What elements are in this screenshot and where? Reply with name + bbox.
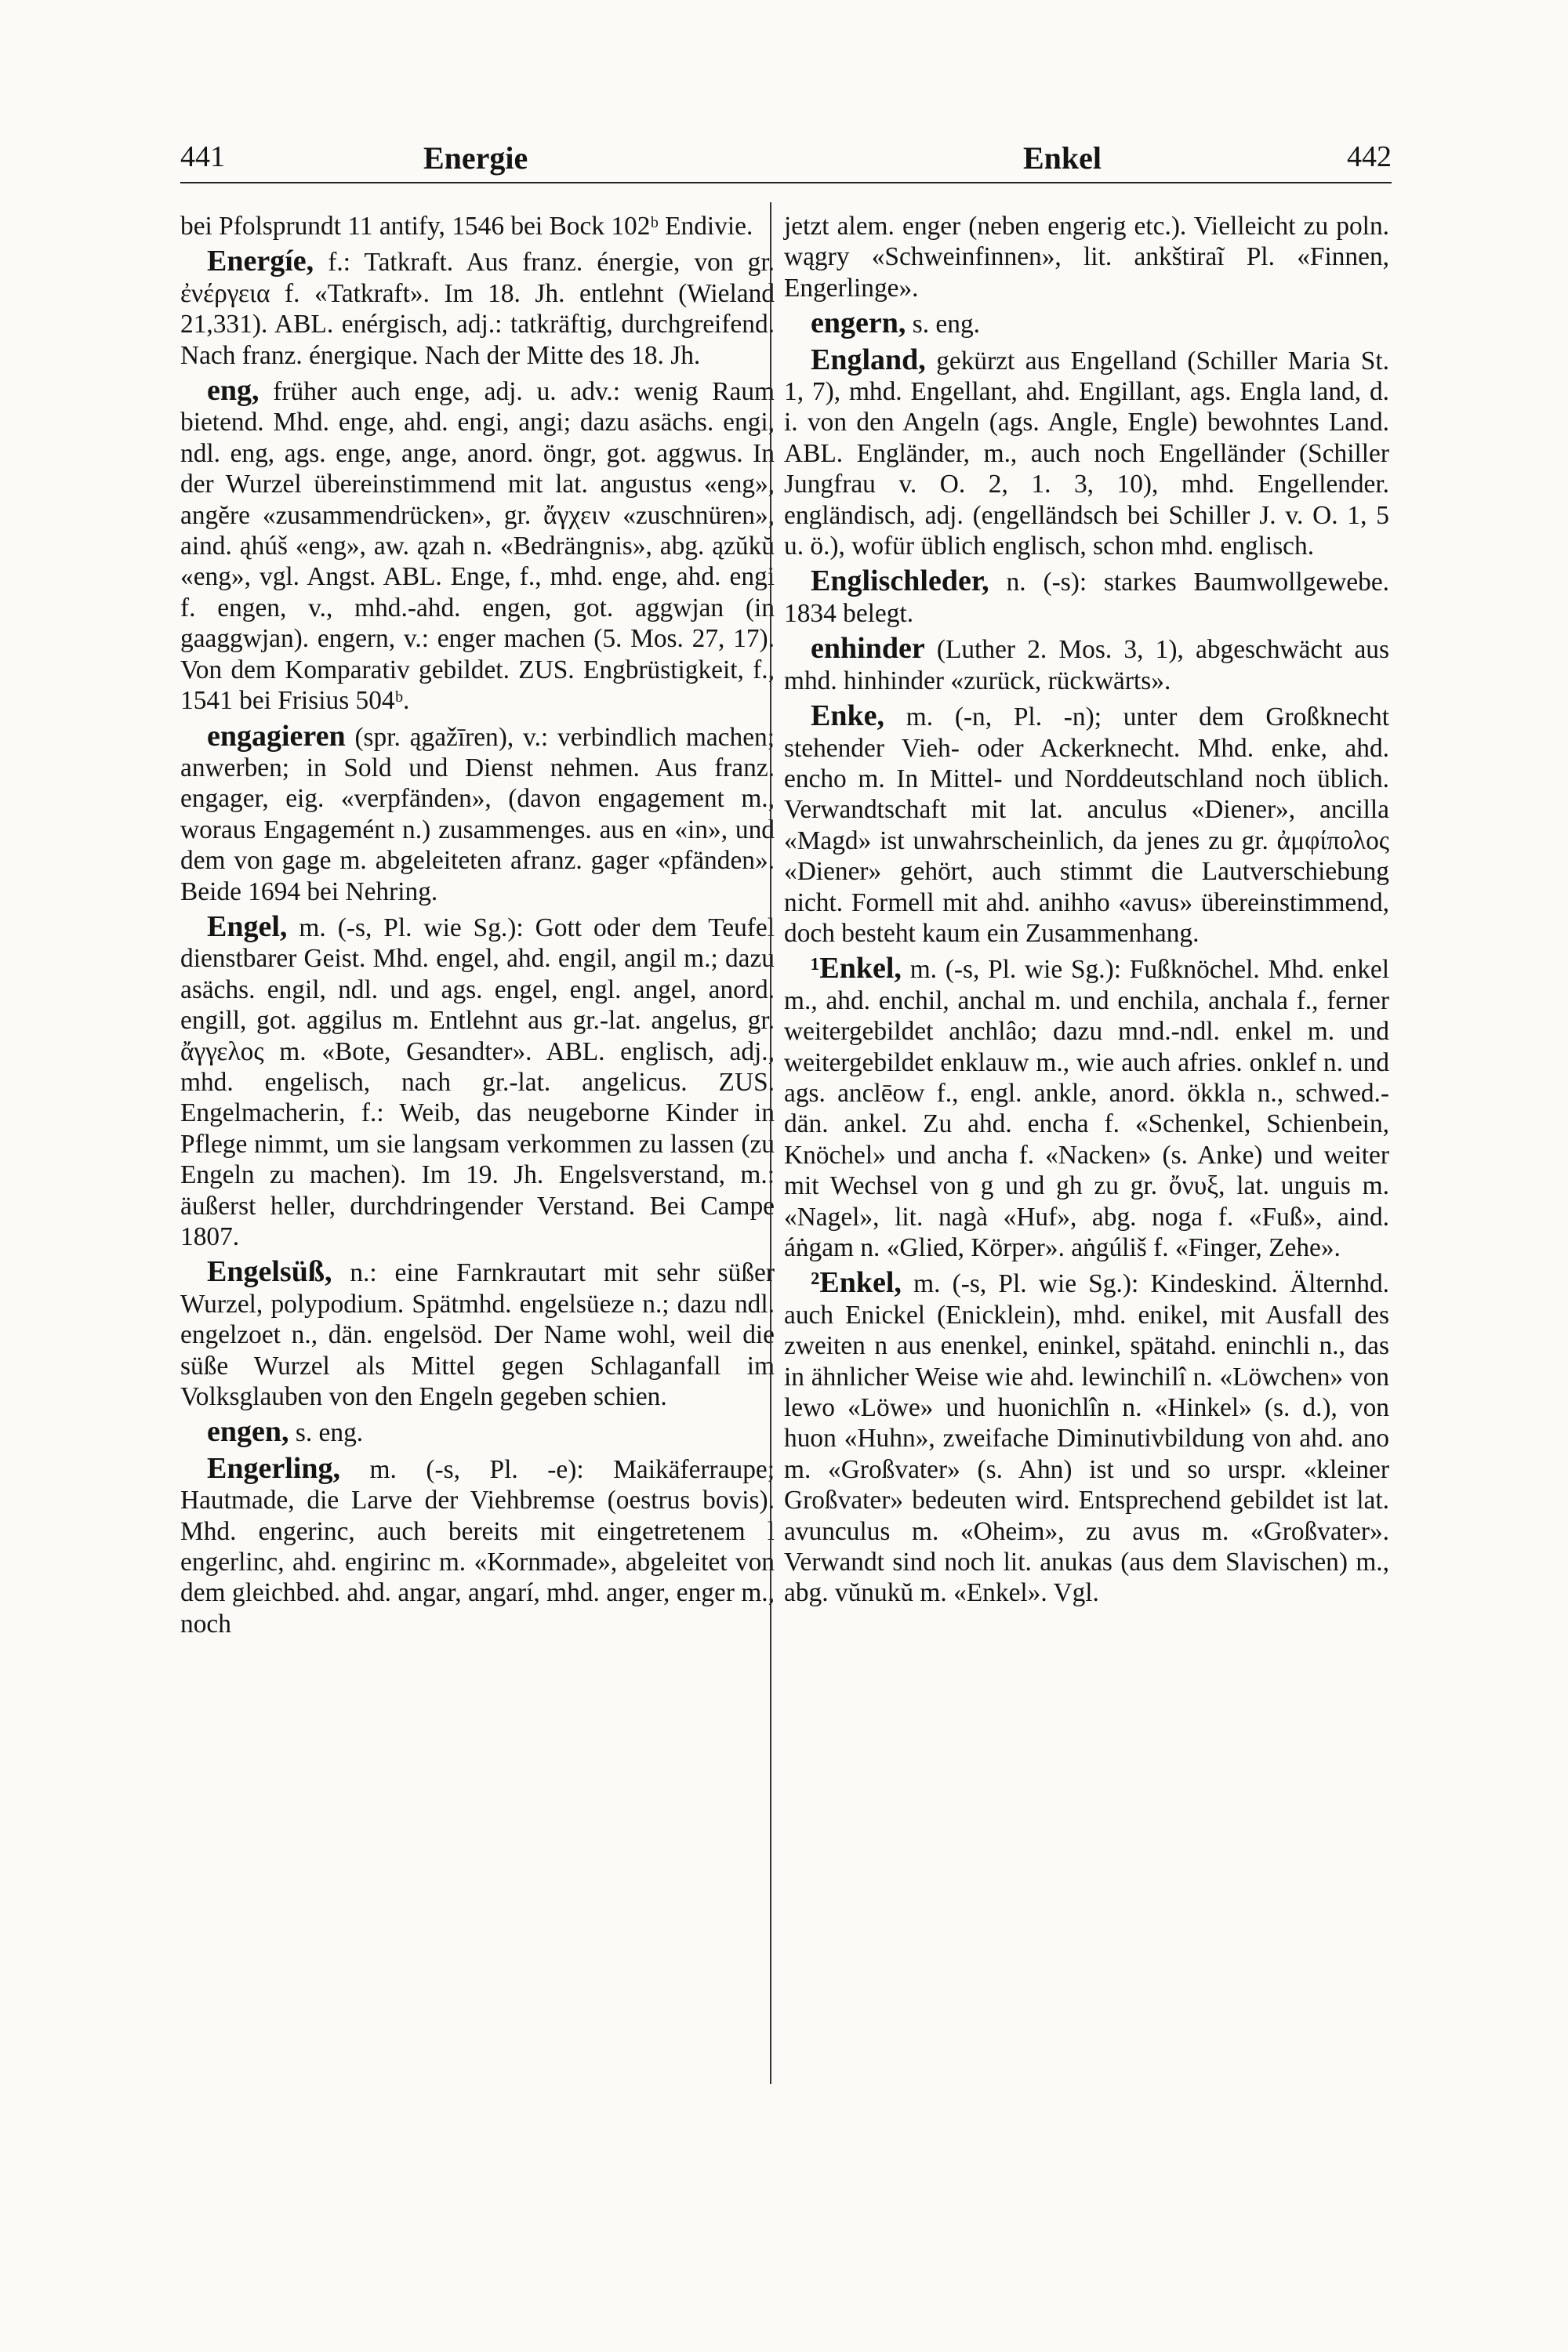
entry-headword: Energíe, [207,245,314,278]
dictionary-entry [180,1451,775,1639]
dictionary-entry [180,1257,775,1412]
entry-headword: ²Enkel, [811,1266,902,1300]
entry-text: m. (-n, Pl. -n); unter dem Großknecht stehender Vieh- oder Ackerknecht. Mhd. enke, ahd. encho m. In Mittel- und Norddeutschland noch üblich. Verwandtschaft mit lat. anculus «Diener», ancilla «Magd» ist unwahrscheinlich, da jenes zu gr. ἀμφίπολος «Diener» gehört, auch stimmt die Lautverschiebung nicht. Formell mit ahd. anihho «avus» übereinstimmend, doch besteht kaum ein Zusammenhang. [784,702,1389,948]
header-guide-word-left: Energie [423,140,528,176]
dictionary-entry [180,376,775,716]
entry-text: (spr. ągažīren), v.: verbindlich machen; anwerben; in Sold und Dienst nehmen. Aus franz. engager, eig. «verpfänden», (davon engagement m., woraus Engagemént n.) zusammenges. aus en «in», und dem von gage m. abgeleiteten afranz. gager «pfänden». Beide 1694 bei Nehring. [180,722,775,906]
entry-text: s. eng. [912,310,980,339]
right-column [784,210,1389,1609]
dictionary-entry [180,210,775,241]
header-rule [180,182,1392,183]
entry-text: m. (-s, Pl. wie Sg.): Fußknöchel. Mhd. enkel m., ahd. enchil, anchal m. und enchila, anchala f., ferner weitergebildet anchlâo; dazu mnd.-ndl. enkel m. und weitergebildet enklauw m., wie auch afries. onklef n. und ags. anclēow f., engl. ankle, anord. ökkla n., schwed.-dän. ankel. Zu ahd. encha f. «Schenkel, Schienbein, Knöchel» und ancha f. «Nacken» (s. Anke) und weiter mit Wechsel von g und gh zu gr. ὄνυξ, lat. unguis m. «Nagel», lit. nagà «Huf», abg. noga f. «Fuß», aind. áṅgam n. «Glied, Körper». aṅgúliš f. «Finger, Zehe». [784,955,1389,1262]
entry-headword: Engel, [207,909,288,943]
entry-headword: engen, [207,1415,289,1449]
entry-headword: Englischleder, [811,564,989,598]
dictionary-entry [784,308,1389,339]
entry-text: m. (-s, Pl. wie Sg.): Gott oder dem Teufel dienstbarer Geist. Mhd. engel, ahd. engil, angil m.; dazu asächs. engil, ndl. und ags. engel, engl. angel, anord. engill, got. aggilus m. Entlehnt aus gr.-lat. angelus, gr. ἄγγελος m. «Bote, Gesandter». ABL. englisch, adj., mhd. engelisch, nach gr.-lat. angelicus. ZUS. Engelmacherin, f.: Weib, das neugeborne Kinder in Pflege nimmt, um sie langsam verkommen zu lassen (zu Engeln zu machen). Im 19. Jh. Engelsverstand, m.: äußerst heller, durchdringender Verstand. Bei Campe 1807. [180,913,775,1251]
page-number-left: 441 [180,140,225,173]
entry-text: bei Pfolsprundt 11 antify, 1546 bei Bock 102ᵇ Endivie. [180,212,753,241]
dictionary-entry [784,633,1389,696]
entry-headword: engagieren [207,719,346,753]
entry-headword: Enke, [811,699,884,733]
page-number-right: 442 [1347,140,1392,173]
entry-text: gekürzt aus Engelland (Schiller Maria St. 1, 7), mhd. Engellant, ahd. Engillant, ags. Engla land, d. i. von den Angeln (ags. Angle, Engle) bewohntes Land. ABL. Engländer, m., auch noch Engelländer (Schiller Jungfrau v. O. 2, 1. 3, 10), mhd. Engellender. engländisch, adj. (engelländsch bei Schiller J. v. O. 1, 5 u. ö.), wofür üblich englisch, schon mhd. englisch. [784,346,1389,561]
running-header [180,140,1392,179]
dictionary-entry [784,345,1389,562]
dictionary-entry [784,953,1389,1263]
entry-headword: ¹Enkel, [811,952,902,985]
entry-headword: eng, [207,374,260,408]
dictionary-entry [180,721,775,907]
entry-headword: enhinder [811,632,925,666]
dictionary-entry [784,210,1389,303]
entry-text: f.: Tatkraft. Aus franz. énergie, von gr. ἐνέργεια f. «Tatkraft». Im 18. Jh. entlehnt (Wieland 21,331). ABL. enérgisch, adj.: tatkräftig, durchgreifend. Nach franz. énergique. Nach der Mitte des 18. Jh. [180,248,775,370]
dictionary-entry [784,566,1389,629]
dictionary-entry [784,701,1389,949]
dictionary-entry [180,909,775,1252]
dictionary-entry [180,246,775,371]
dictionary-entry [180,1417,775,1448]
entry-headword: engern, [811,307,906,340]
entry-text: n. (-s): starkes Baumwollgewebe. 1834 belegt. [784,568,1389,628]
entry-text: früher auch enge, adj. u. adv.: wenig Raum bietend. Mhd. enge, ahd. engi, angi; dazu asächs. engi, ndl. eng, ags. enge, ange, anord. öngr, got. aggwus. In der Wurzel übereinstimmend mit lat. angustus «eng», angĕre «zusammendrücken», gr. ἄγχειν «zuschnüren», aind. ąhúš «eng», aw. ązah n. «Bedrängnis», abg. ązŭkŭ «eng», vgl. Angst. ABL. Enge, f., mhd. enge, ahd. engi f. engen, v., mhd.-ahd. engen, got. aggwjan (in gaaggwjan). engern, v.: enger machen (5. Mos. 27, 17). Von dem Komparativ gebildet. ZUS. Engbrüstigkeit, f., 1541 bei Frisius 504ᵇ. [180,377,775,716]
entry-headword: Engerling, [207,1451,340,1485]
entry-text: n.: eine Farnkrautart mit sehr süßer Wurzel, polypodium. Spätmhd. engelsüeze n.; dazu ndl. engelzoet n., dän. engelsöd. Der Name wohl, weil die süße Wurzel als Mittel gegen Schlaganfall im Volksglauben von den Engeln gegeben schien. [180,1258,775,1412]
dictionary-entry [784,1268,1389,1608]
entry-text: (Luther 2. Mos. 3, 1), abgeschwächt aus mhd. hinhinder «zurück, rückwärts». [784,635,1389,695]
entry-headword: Engelsüß, [207,1255,332,1289]
entry-text: s. eng. [295,1418,364,1448]
column-divider [770,202,771,2084]
entry-text: jetzt alem. enger (neben engerig etc.). Vielleicht zu poln. wągry «Schweinfinnen», lit. ankštiraĩ Pl. «Finnen, Engerlinge». [784,212,1389,303]
entry-headword: England, [811,343,926,376]
left-column [180,210,775,1639]
entry-text: m. (-s, Pl. -e): Maikäferraupe; Hautmade, die Larve der Viehbremse (oestrus bovis). Mhd. engerinc, auch bereits mit eingetretenem l engerlinc, ahd. engirinc m. «Kornmade», abgeleitet von dem gleichbed. ahd. angar, angarí, mhd. anger, enger m., noch [180,1454,775,1639]
entry-text: m. (-s, Pl. wie Sg.): Kindeskind. Älternhd. auch Enickel (Enicklein), mhd. enikel, mit Ausfall des zweiten n aus enenkel, eninkel, spätahd. eninchli n., das in ähnlicher Weise wie ahd. lewinchilî n. «Löwchen» von lewo «Löwe» und huonichlîn n. «Hinkel» (s. d.), von huon «Huhn», zweifache Diminutivbildung von ahd. ano m. «Großvater» (s. Ahn) ist und so urspr. «kleiner Großvater» bedeuten wird. Entsprechend gebildet ist lat. avunculus m. «Oheim», zu avus m. «Großvater». Verwandt sind noch lit. anukas (aus dem Slavischen) m., abg. vŭnukŭ m. «Enkel». Vgl. [784,1269,1389,1608]
header-guide-word-right: Enkel [1023,140,1102,176]
